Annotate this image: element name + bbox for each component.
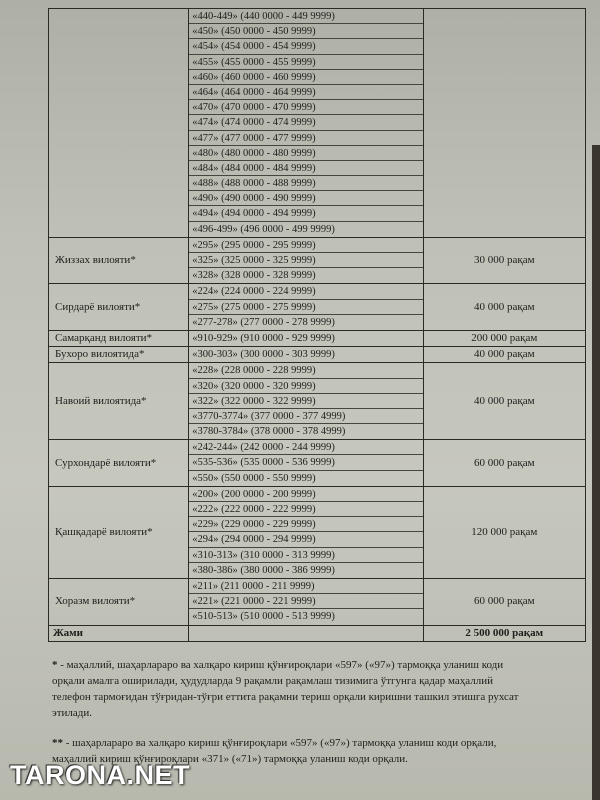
table-row	[49, 440, 586, 487]
code-ranges	[189, 347, 423, 363]
number-capacity: 40 000 рақам	[423, 284, 585, 331]
code-range: «277-278» (277 0000 - 278 9999)	[192, 316, 335, 328]
code-ranges	[189, 330, 423, 346]
total-label: Жами	[49, 625, 189, 641]
code-range: «228» (228 0000 - 228 9999)	[189, 363, 422, 378]
code-range: «322» (322 0000 - 322 9999)	[189, 394, 422, 409]
code-range: «455» (455 0000 - 455 9999)	[189, 55, 422, 70]
code-range: «510-513» (510 0000 - 513 9999)	[192, 611, 335, 623]
code-range: «464» (464 0000 - 464 9999)	[189, 85, 422, 100]
region-name: Навоий вилоятида*	[49, 363, 189, 440]
code-range: «470» (470 0000 - 470 9999)	[189, 100, 422, 115]
code-range: «229» (229 0000 - 229 9999)	[189, 517, 422, 532]
total-row	[49, 625, 586, 641]
code-range: «535-536» (535 0000 - 536 9999)	[189, 455, 422, 470]
code-range: «320» (320 0000 - 320 9999)	[189, 379, 422, 394]
table-row	[49, 237, 586, 284]
code-range: «480» (480 0000 - 480 9999)	[189, 146, 422, 161]
number-capacity: 200 000 рақам	[423, 330, 585, 346]
number-capacity: 40 000 рақам	[423, 363, 585, 440]
code-range: «200» (200 0000 - 200 9999)	[189, 487, 422, 502]
code-range: «460» (460 0000 - 460 9999)	[189, 70, 422, 85]
footnote-1-text: - маҳаллий, шаҳарлараро ва халқаро кириш қўнғироқлари «597» («97») тармоққа уланиш коди орқали амалга оширилади, ҳудудларда 9 рақамли рақамлаш тизимига ўтгунга қадар маҳаллий телефон тармоғидан тўғридан-тўғри еттита рақамни териш орқали киришни ташкил этишга рухсат этилади.	[52, 659, 519, 719]
number-capacity: 40 000 рақам	[423, 347, 585, 363]
footnote-2-mark: **	[52, 737, 63, 749]
table-row	[49, 486, 586, 578]
code-range: «380-386» (380 0000 - 386 9999)	[192, 564, 335, 576]
total-empty-cell	[189, 625, 423, 641]
table-body	[49, 9, 586, 642]
code-ranges	[189, 237, 423, 284]
table-row	[49, 284, 586, 331]
code-range: «222» (222 0000 - 222 9999)	[189, 502, 422, 517]
code-range: «488» (488 0000 - 488 9999)	[189, 176, 422, 191]
number-capacity	[423, 9, 585, 238]
table-row	[49, 578, 586, 625]
site-watermark: TARONA.NET	[10, 760, 190, 790]
code-range: «474» (474 0000 - 474 9999)	[189, 115, 422, 130]
code-range: «440-449» (440 0000 - 449 9999)	[189, 9, 422, 24]
region-name: Жиззах вилояти*	[49, 237, 189, 284]
code-range: «3780-3784» (378 0000 - 378 4999)	[192, 426, 346, 438]
region-name: Бухоро вилоятида*	[49, 347, 189, 363]
region-name: Самарқанд вилояти*	[49, 330, 189, 346]
region-name: Сурхондарё вилояти*	[49, 440, 189, 487]
code-range: «295» (295 0000 - 295 9999)	[189, 238, 422, 253]
region-name: Хоразм вилояти*	[49, 578, 189, 625]
code-range: «477» (477 0000 - 477 9999)	[189, 131, 422, 146]
code-range: «224» (224 0000 - 224 9999)	[189, 284, 422, 299]
table-row	[49, 347, 586, 363]
page-edge-shadow	[592, 145, 600, 800]
code-range: «490» (490 0000 - 490 9999)	[189, 191, 422, 206]
code-range: «221» (221 0000 - 221 9999)	[189, 594, 422, 609]
code-ranges	[189, 486, 423, 578]
code-range: «3770-3774» (377 0000 - 377 4999)	[189, 409, 422, 424]
region-name	[49, 9, 189, 238]
code-range: «310-313» (310 0000 - 313 9999)	[189, 548, 422, 563]
number-capacity: 60 000 рақам	[423, 440, 585, 487]
code-ranges	[189, 440, 423, 487]
footnote-1-mark: *	[52, 659, 58, 671]
code-range: «275» (275 0000 - 275 9999)	[189, 300, 422, 315]
code-ranges	[189, 9, 423, 238]
code-range: «450» (450 0000 - 450 9999)	[189, 24, 422, 39]
code-range: «325» (325 0000 - 325 9999)	[189, 253, 422, 268]
code-range: «550» (550 0000 - 550 9999)	[192, 472, 316, 484]
code-ranges	[189, 363, 423, 440]
code-range: «211» (211 0000 - 211 9999)	[189, 579, 422, 594]
code-range: «496-499» (496 0000 - 499 9999)	[192, 223, 335, 235]
code-range: «328» (328 0000 - 328 9999)	[192, 270, 316, 282]
region-name: Сирдарё вилояти*	[49, 284, 189, 331]
code-ranges	[189, 578, 423, 625]
code-range: «484» (484 0000 - 484 9999)	[189, 161, 422, 176]
table-row	[49, 9, 586, 238]
footnote-1	[52, 657, 530, 721]
number-capacity: 30 000 рақам	[423, 237, 585, 284]
table-row	[49, 330, 586, 346]
code-range: «294» (294 0000 - 294 9999)	[189, 532, 422, 547]
code-ranges	[189, 284, 423, 331]
code-range: «454» (454 0000 - 454 9999)	[189, 39, 422, 54]
code-range: «910-929» (910 0000 - 929 9999)	[192, 332, 335, 344]
table-row	[49, 363, 586, 440]
code-range: «242-244» (242 0000 - 244 9999)	[189, 440, 422, 455]
code-range: «494» (494 0000 - 494 9999)	[189, 206, 422, 221]
number-capacity: 120 000 рақам	[423, 486, 585, 578]
total-count: 2 500 000 рақам	[423, 625, 585, 641]
footnote-2-text: - шаҳарлараро ва халқаро кириш қўнғироқлари «597» («97») тармоққа уланиш коди орқали, маҳаллий кириш қўнғироқлари «371» («71») тармоққа уланиш коди орқали.	[52, 737, 497, 765]
number-capacity: 60 000 рақам	[423, 578, 585, 625]
region-name: Қашқадарё вилояти*	[49, 486, 189, 578]
number-ranges-table	[48, 8, 586, 642]
code-range: «300-303» (300 0000 - 303 9999)	[192, 349, 335, 361]
